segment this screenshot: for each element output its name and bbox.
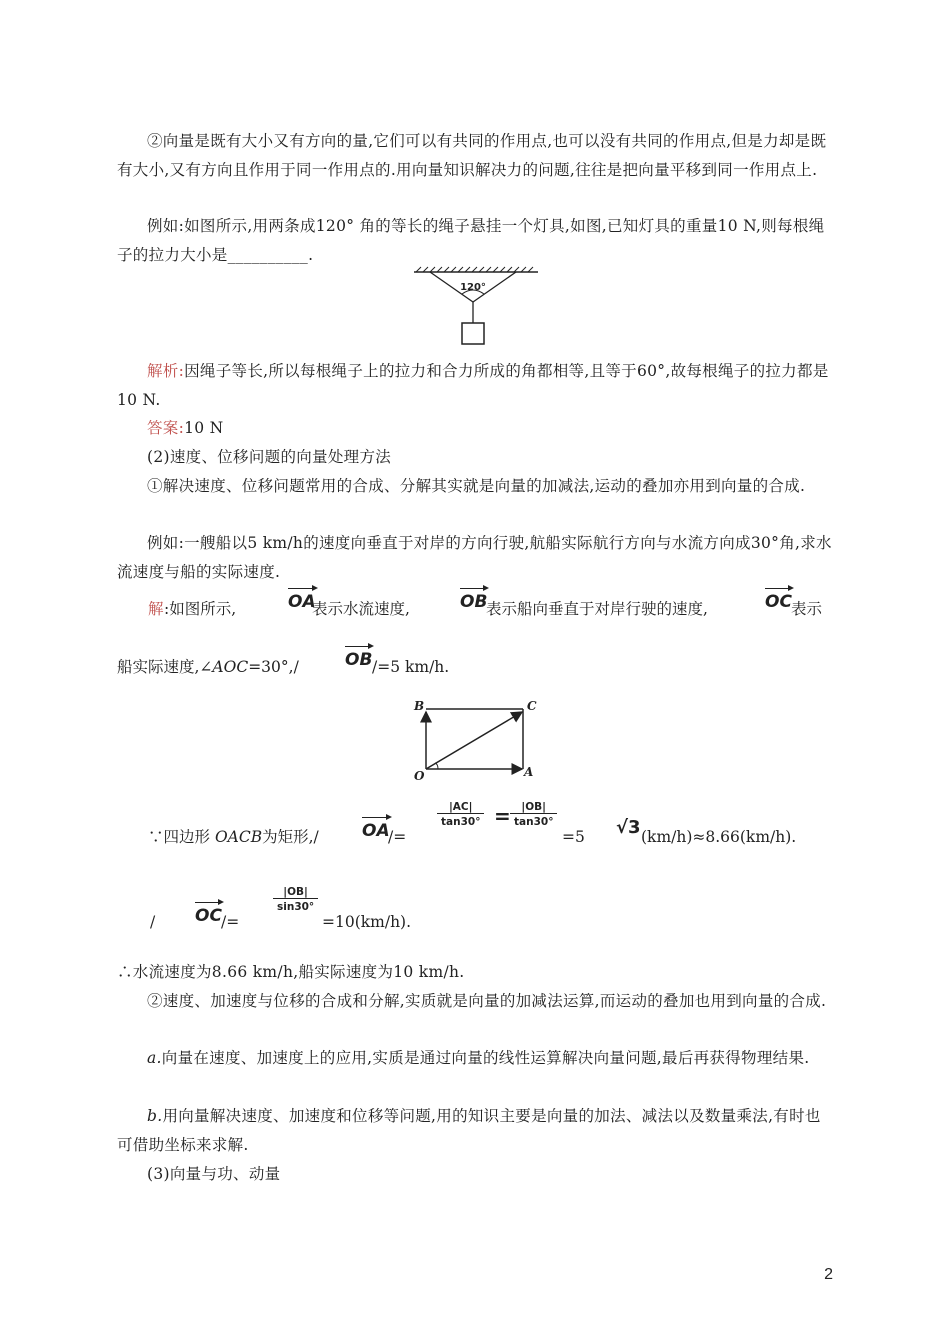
fraction-ac-tan30: $\frac{|AC|}{\tan 30^\circ}$ (437, 801, 484, 828)
oc-slash: / (150, 913, 156, 931)
vector-oc-magnitude: OC (195, 906, 222, 926)
vector-ob: OB (460, 592, 487, 612)
example-boat: 例如:一艘船以5 km/h的速度向垂直于对岸的方向行驶,航船实际航行方向与水流方向成30°角,求水流速度与船的实际速度. (117, 534, 832, 581)
therefore-line: ∴水流速度为8.66 km/h,船实际速度为10 km/h. (117, 963, 465, 981)
answer-line (117, 414, 833, 443)
paragraph-force: ②向量是既有大小又有方向的量,它们可以有共同的作用点,也可以没有共同的作用点,但是力却是既有大小,又有方向且作用于同一作用点的.用向量知识解决力的问题,往往是把向量平移到同一作用点上. (117, 132, 827, 179)
point-b-label: B (414, 699, 425, 713)
solution-text-1: :如图所示, (164, 600, 237, 618)
page-number: 2 (824, 1266, 833, 1283)
section-2-title: (2)速度、位移问题的向量处理方法 (147, 448, 392, 466)
vector-oa-magnitude: OA (362, 821, 390, 841)
solution-line-2: 船实际速度,∠AOC=30°,/ (117, 658, 299, 676)
solution-text-4: 表示 (791, 600, 823, 618)
paragraph-b: b.用向量解决速度、加速度和位移等问题,用的知识主要是向量的加法、减法以及数量乘法,有时也可借助坐标来求解. (117, 1107, 821, 1154)
vector-oa: OA (288, 592, 316, 612)
analysis-text: 因绳子等长,所以每根绳子上的拉力和合力所成的角都相等,且等于60°,故每根绳子的拉力都是10 N. (117, 362, 829, 409)
solution-text-3: 表示船向垂直于对岸行驶的速度, (486, 600, 708, 618)
paragraph-velocity: ①解决速度、位移问题常用的合成、分解其实就是向量的加减法,运动的叠加亦用到向量的合成. (147, 477, 806, 495)
analysis-label: 解析: (147, 362, 185, 380)
fraction-equals: = (494, 804, 511, 828)
fraction-ob-tan30: $\frac{|OB|}{\tan 30^\circ}$ (510, 801, 557, 828)
lamp-figure (410, 266, 542, 348)
vector-ob-magnitude: OB (345, 650, 372, 670)
example-lamp: 例如:如图所示,用两条成120° 角的等长的绳子悬挂一个灯具,如图,已知灯具的重量10 N,则每根绳子的拉力大小是__________. (117, 217, 825, 264)
sqrt-3: √3 (616, 817, 641, 838)
vector-oc: OC (765, 592, 792, 612)
boat-speed-result: =10(km/h). (322, 913, 412, 931)
solution-text-2: 表示水流速度, (312, 600, 410, 618)
angle-120-label: 120° (460, 282, 486, 293)
rectangle-figure (408, 696, 548, 784)
oc-equals: /= (221, 913, 240, 931)
analysis-paragraph (117, 357, 833, 415)
section-3-title: (3)向量与功、动量 (147, 1165, 281, 1183)
point-a-label: A (524, 765, 534, 779)
paragraph-composition: ②速度、加速度与位移的合成和分解,实质就是向量的加减法运算,而运动的叠加也用到向量的合成. (147, 992, 827, 1010)
ob-magnitude-value: /=5 km/h. (372, 658, 450, 676)
water-speed-result: (km/h)≈8.66(km/h). (641, 828, 797, 846)
equals-5: =5 (562, 828, 585, 846)
fraction-ob-sin30: $\frac{|OB|}{\sin 30^\circ}$ (273, 886, 318, 913)
answer-text: 10 N (184, 419, 224, 437)
point-o-label: O (414, 769, 425, 783)
paragraph-a: a.向量在速度、加速度上的应用,实质是通过向量的线性运算解决向量问题,最后再获得物理结果. (147, 1049, 810, 1067)
answer-label: 答案: (147, 419, 185, 437)
point-c-label: C (527, 699, 537, 713)
rectangle-statement: ∵四边形 OACB为矩形,/ (148, 828, 319, 846)
solution-label: 解 (148, 600, 164, 618)
oa-equals: /= (388, 828, 407, 846)
